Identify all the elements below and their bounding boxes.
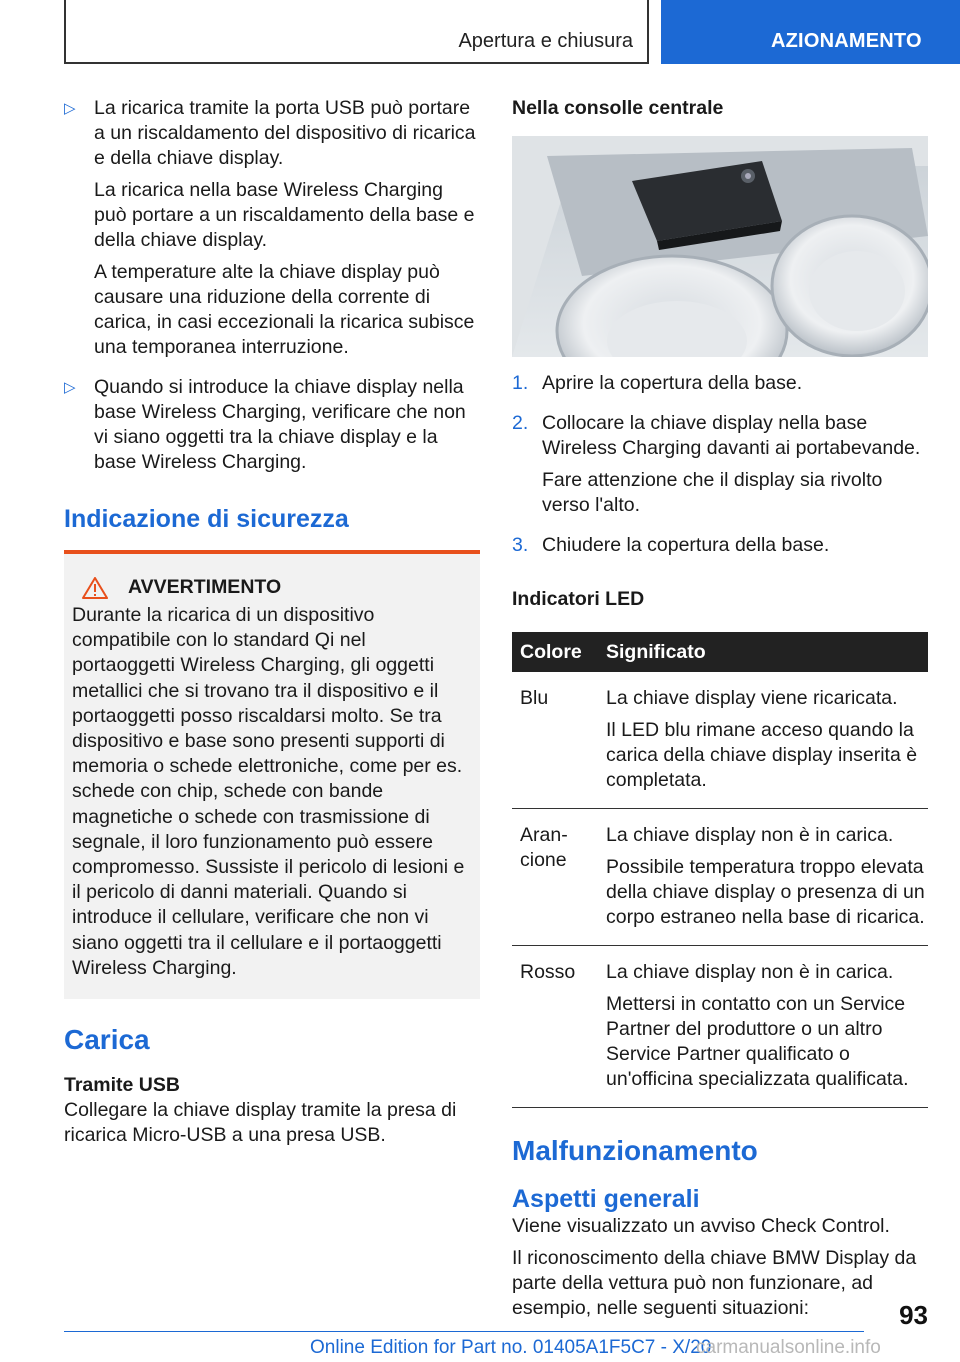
step-number: 2.: [512, 412, 529, 434]
bullet-paragraph: La ricarica tramite la porta USB può portare a un riscaldamento del dispositivo di ricarica e della chiave display.: [94, 97, 476, 169]
led-table: [512, 632, 928, 1108]
warning-title: AVVERTIMENTO: [128, 576, 282, 598]
usb-text: Collegare la chiave display tramite la presa di ricarica Micro-USB a una presa USB.: [64, 1099, 457, 1147]
bullet-paragraph: Quando si introduce la chiave display nella base Wireless Charging, verificare che non vi siano oggetti tra la chiave display e la base Wireless Charging.: [94, 376, 466, 473]
led-meaning: La chiave display non è in carica.: [606, 961, 894, 983]
general-paragraph: Il riconoscimento della chiave BMW Display da parte della vettura può non funzionare, ad esempio, nelle seguenti situazioni:: [512, 1247, 917, 1319]
malfunction-heading: Malfunzionamento: [512, 1135, 758, 1166]
led-meaning: La chiave display non è in carica.: [606, 824, 894, 846]
step-text: Collocare la chiave display nella base Wireless Charging davanti ai portabevande.: [542, 412, 921, 459]
step-item: [512, 371, 928, 403]
console-photo: [512, 136, 928, 357]
led-meaning: La chiave display viene ricaricata.: [606, 687, 898, 709]
footer-edition: Online Edition for Part no. 01405A1F5C7 - X/20: [310, 1337, 712, 1358]
led-color: Aran- cione: [512, 809, 598, 946]
left-column: [64, 96, 480, 1148]
header-chapter-tab: [661, 0, 960, 64]
led-meaning: Mettersi in contatto con un Service Partner del produttore o un altro Service Partner qualificato o un'officina specializzata qualificata.: [606, 993, 909, 1090]
table-header-color: Colore: [512, 632, 598, 672]
table-row: [512, 672, 928, 809]
warning-text: Durante la ricarica di un dispositivo compatibile con lo standard Qi nel portaoggetti Wireless Charging, gli oggetti metallici che si trovano tra il dispositivo e il portaoggetti posso riscaldarsi molto. Se tra dispositivo e base sono presenti supporti di memoria o schede elettroniche, come per es. schede con chip, schede con bande magnetiche o schede con trasmissione di segnale, il loro funzionamento può essere compromesso. Sussiste il pericolo di lesioni e il pericolo di danni materiali. Quando si introduce il cellulare, verificare che non vi siano oggetti tra il cellulare e il portaoggetti Wireless Charging.: [72, 604, 465, 979]
step-number: 3.: [512, 534, 529, 556]
led-meaning: Possibile temperatura troppo elevata della chiave display o presenza di un corpo estraneo nella base di ricarica.: [606, 856, 925, 928]
table-row: [512, 809, 928, 946]
led-heading: Indicatori LED: [512, 588, 645, 610]
warning-box: [64, 550, 480, 999]
usb-heading: Tramite USB: [64, 1074, 180, 1097]
triangle-bullet-icon: ▷: [64, 379, 76, 396]
charge-heading: Carica: [64, 1024, 150, 1056]
console-heading: Nella consolle centrale: [512, 97, 724, 119]
table-header-meaning: Significato: [598, 632, 928, 672]
step-number: 1.: [512, 372, 529, 394]
bullet-item: [64, 96, 480, 367]
triangle-bullet-icon: ▷: [64, 100, 76, 117]
step-text: Aprire la copertura della base.: [542, 372, 803, 394]
step-item: [512, 411, 928, 525]
general-heading: Aspetti generali: [512, 1185, 700, 1213]
page-number: 93: [899, 1300, 928, 1330]
bullet-paragraph: La ricarica nella base Wireless Charging può portare a un riscaldamento della base e della chiave display.: [94, 179, 475, 251]
header-section-tab: [64, 0, 649, 64]
step-text: Fare attenzione che il display sia rivolto verso l'alto.: [542, 469, 883, 516]
bullet-paragraph: A temperature alte la chiave display può causare una riduzione della corrente di carica, in casi eccezionali la ricarica subisce una temporanea interruzione.: [94, 261, 475, 358]
header-chapter-title: AZIONAMENTO: [771, 30, 922, 52]
led-meaning: Il LED blu rimane acceso quando la carica della chiave display inserita è completata.: [606, 719, 918, 791]
header-section-title: Apertura e chiusura: [458, 30, 633, 52]
footer-divider: [64, 1331, 864, 1332]
right-column: [512, 96, 928, 1321]
led-color: Blu: [512, 672, 598, 809]
step-item: [512, 533, 928, 565]
table-row: [512, 946, 928, 1108]
watermark: carmanualsonline.info: [696, 1337, 881, 1358]
led-color: Rosso: [512, 946, 598, 1108]
safety-heading: Indicazione di sicurezza: [64, 505, 349, 533]
general-paragraph: Viene visualizzato un avviso Check Control.: [512, 1215, 890, 1237]
step-text: Chiudere la copertura della base.: [542, 534, 830, 556]
bullet-item: [64, 375, 480, 482]
warning-triangle-icon: [82, 577, 108, 599]
